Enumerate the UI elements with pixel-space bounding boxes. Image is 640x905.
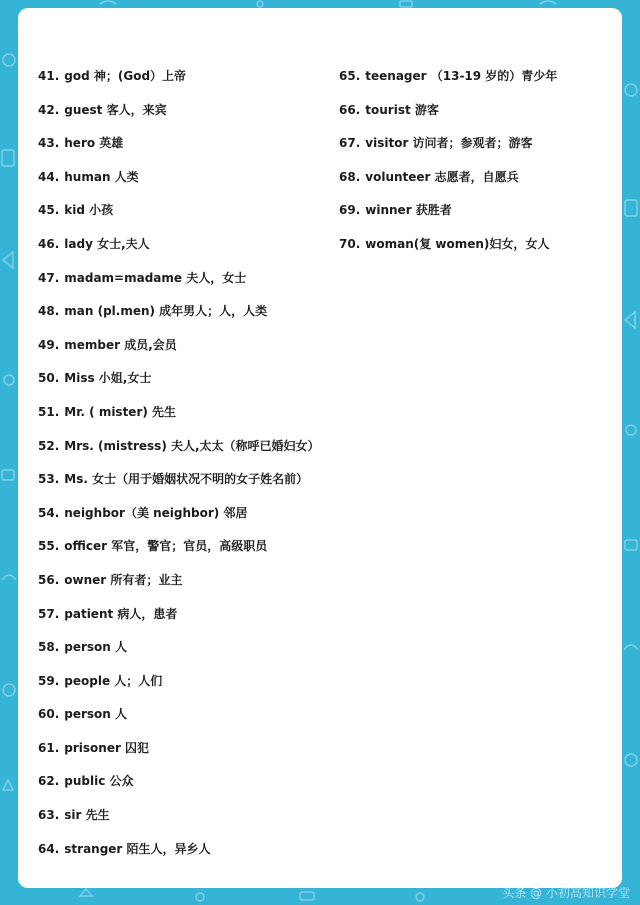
entry-text: Mr. ( mister) 先生 — [64, 404, 177, 419]
entry-number: 60. — [38, 707, 60, 722]
entry-text: people 人；人们 — [64, 673, 163, 688]
entry-number: 67. — [339, 136, 361, 151]
watermark-text: 头条 @ 小初高知识学堂 — [502, 886, 630, 900]
entry-text: hero 英雄 — [64, 136, 124, 151]
entry-text: madam=madame 夫人，女士 — [64, 270, 247, 285]
vocab-entry — [38, 300, 328, 334]
entry-text: Miss 小姐,女士 — [64, 371, 152, 386]
vocab-entry — [38, 838, 328, 872]
entry-number: 66. — [339, 102, 361, 117]
entry-text: stranger 陌生人，异乡人 — [64, 841, 211, 856]
vocab-entry — [38, 334, 328, 368]
entry-number: 59. — [38, 673, 60, 688]
right-vocabulary-column — [339, 65, 609, 267]
vocab-entry — [339, 233, 609, 267]
vocab-entry — [339, 166, 609, 200]
entry-number: 56. — [38, 572, 60, 587]
entry-text: member 成员,会员 — [64, 337, 177, 352]
entry-number: 70. — [339, 236, 361, 251]
entry-number: 57. — [38, 606, 60, 621]
entry-number: 63. — [38, 808, 60, 823]
entry-text: guest 客人，来宾 — [64, 102, 167, 117]
vocab-entry — [38, 569, 328, 603]
vocab-entry — [38, 502, 328, 536]
entry-text: patient 病人，患者 — [64, 606, 178, 621]
entry-number: 65. — [339, 69, 361, 83]
vocab-entry — [38, 401, 328, 435]
entry-text: sir 先生 — [64, 808, 110, 823]
entry-text: teenager （13-19 岁的）青少年 — [365, 69, 558, 83]
entry-number: 69. — [339, 203, 361, 218]
entry-text: person 人 — [64, 707, 128, 722]
entry-number: 48. — [38, 304, 60, 319]
entry-text: winner 获胜者 — [365, 203, 452, 218]
entry-text: god 神；(God）上帝 — [64, 69, 187, 83]
vocab-entry — [339, 99, 609, 133]
vocab-entry — [339, 199, 609, 233]
entry-text: public 公众 — [64, 774, 134, 789]
entry-text: kid 小孩 — [64, 203, 114, 218]
vocab-entry — [38, 670, 328, 704]
vocab-entry — [38, 267, 328, 301]
entry-text: lady 女士,夫人 — [64, 236, 150, 251]
vocab-entry — [38, 636, 328, 670]
vocab-entry — [339, 65, 609, 99]
vocab-entry — [38, 435, 328, 469]
entry-text: woman(复 women)妇女，女人 — [365, 236, 550, 251]
entry-number: 50. — [38, 371, 60, 386]
vocab-entry — [38, 199, 328, 233]
entry-number: 68. — [339, 169, 361, 184]
entry-number: 62. — [38, 774, 60, 789]
entry-text: Ms. 女士（用于婚姻状况不明的女子姓名前） — [64, 472, 309, 487]
entry-number: 54. — [38, 505, 60, 520]
entry-number: 41. — [38, 69, 60, 83]
vocab-entry — [38, 166, 328, 200]
entry-text: volunteer 志愿者，自愿兵 — [365, 169, 519, 184]
vocab-entry — [38, 804, 328, 838]
entry-text: man (pl.men) 成年男人；人，人类 — [64, 304, 268, 319]
vocab-entry — [38, 99, 328, 133]
entry-number: 49. — [38, 337, 60, 352]
entry-number: 61. — [38, 740, 60, 755]
entry-text: neighbor（美 neighbor) 邻居 — [64, 505, 248, 520]
vocab-entry — [38, 65, 328, 99]
entry-text: owner 所有者；业主 — [64, 572, 183, 587]
vocab-entry — [38, 603, 328, 637]
vocabulary-sheet — [18, 8, 622, 888]
entry-text: officer 军官，警官；官员，高级职员 — [64, 539, 268, 554]
vocab-entry — [339, 132, 609, 166]
entry-number: 44. — [38, 169, 60, 184]
entry-text: visitor 访问者；参观者；游客 — [365, 136, 533, 151]
entry-text: prisoner 囚犯 — [64, 740, 150, 755]
entry-text: Mrs. (mistress) 夫人,太太（称呼已婚妇女） — [64, 438, 320, 453]
left-vocabulary-column — [38, 65, 328, 871]
vocab-entry — [38, 132, 328, 166]
entry-text: person 人 — [64, 640, 128, 655]
entry-number: 46. — [38, 236, 60, 251]
entry-number: 64. — [38, 841, 60, 856]
entry-number: 52. — [38, 438, 60, 453]
vocab-entry — [38, 367, 328, 401]
entry-number: 51. — [38, 404, 60, 419]
entry-text: human 人类 — [64, 169, 139, 184]
entry-text: tourist 游客 — [365, 102, 439, 117]
entry-number: 58. — [38, 640, 60, 655]
entry-number: 45. — [38, 203, 60, 218]
vocab-entry — [38, 535, 328, 569]
vocab-entry — [38, 468, 328, 502]
entry-number: 43. — [38, 136, 60, 151]
vocab-entry — [38, 737, 328, 771]
entry-number: 42. — [38, 102, 60, 117]
vocab-entry — [38, 770, 328, 804]
entry-number: 55. — [38, 539, 60, 554]
vocab-entry — [38, 703, 328, 737]
entry-number: 53. — [38, 472, 60, 487]
entry-number: 47. — [38, 270, 60, 285]
vocab-entry — [38, 233, 328, 267]
